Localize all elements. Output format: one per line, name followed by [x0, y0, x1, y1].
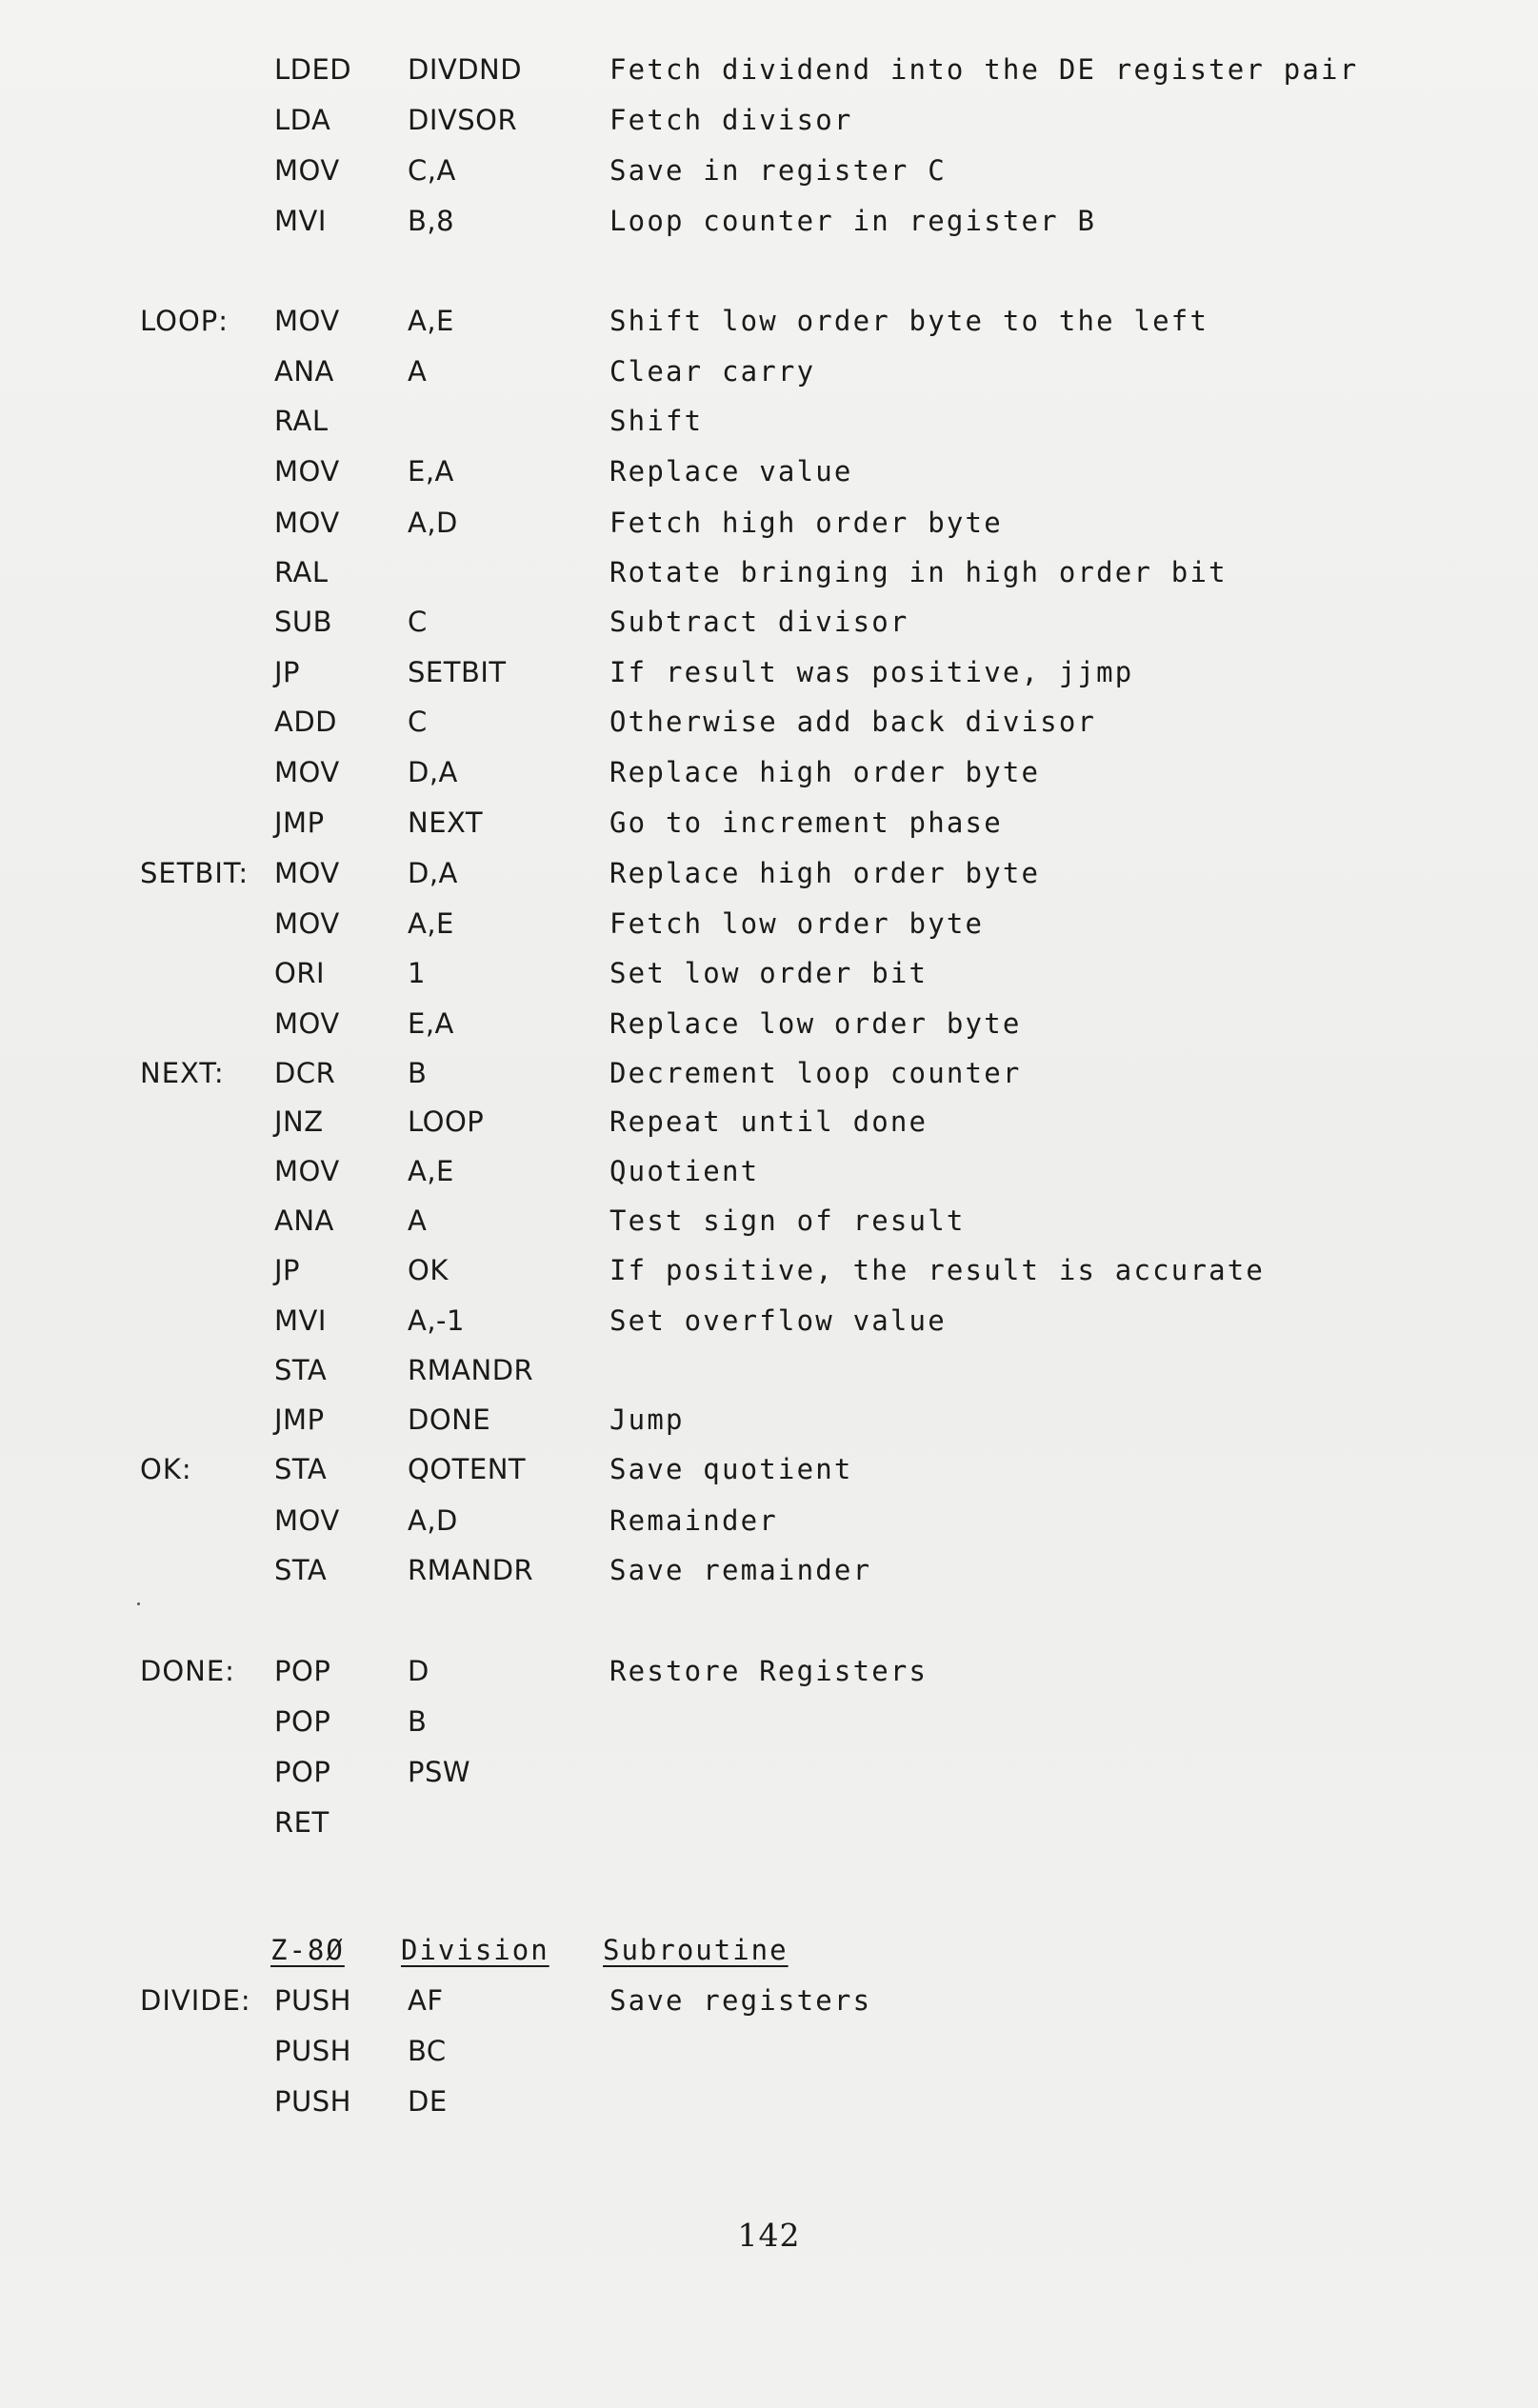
code-label: SETBIT:	[140, 857, 250, 889]
code-comment: Save in register C	[609, 154, 947, 187]
code-mnemonic: MOV	[274, 507, 340, 539]
code-line	[0, 1649, 1538, 1693]
code-line	[0, 801, 1538, 845]
code-operand: A,D	[408, 1504, 458, 1537]
code-operand: DIVDND	[408, 53, 523, 86]
code-operand: RMANDR	[408, 1554, 534, 1586]
code-line	[0, 1149, 1538, 1193]
code-line	[0, 98, 1538, 142]
code-mnemonic: DCR	[274, 1057, 336, 1089]
code-line	[0, 1051, 1538, 1095]
code-comment: Replace low order byte	[609, 1007, 1022, 1040]
code-operand: C,A	[408, 154, 456, 187]
code-operand: A,E	[408, 1155, 454, 1187]
code-mnemonic: MOV	[274, 857, 340, 889]
code-comment: Replace high order byte	[609, 756, 1041, 788]
code-comment: Shift	[609, 405, 704, 437]
code-line	[0, 2029, 1538, 2073]
z80-section-heading	[0, 1928, 1538, 1972]
code-line	[0, 951, 1538, 995]
code-line	[0, 1199, 1538, 1243]
heading-operation: Division	[401, 1934, 549, 1966]
code-comment: Save remainder	[609, 1554, 872, 1586]
code-operand: B	[408, 1057, 428, 1089]
code-mnemonic: PUSH	[274, 2035, 351, 2067]
code-label: DONE:	[140, 1655, 235, 1687]
code-mnemonic: LDED	[274, 53, 352, 86]
code-mnemonic: ANA	[274, 355, 334, 388]
code-operand: DIVSOR	[408, 104, 518, 136]
code-mnemonic: JMP	[274, 1403, 325, 1436]
code-mnemonic: RAL	[274, 556, 329, 588]
code-mnemonic: ANA	[274, 1204, 334, 1237]
paper-speck	[137, 1602, 140, 1605]
code-line	[0, 902, 1538, 945]
code-line	[0, 650, 1538, 694]
code-mnemonic: MOV	[274, 305, 340, 337]
code-line	[0, 501, 1538, 545]
code-operand: A,D	[408, 507, 458, 539]
heading-type: Subroutine	[603, 1934, 789, 1966]
code-comment: Save registers	[609, 1984, 872, 2017]
code-comment: Clear carry	[609, 355, 816, 388]
code-line	[0, 1979, 1538, 2022]
code-line	[0, 600, 1538, 644]
code-line	[0, 1100, 1538, 1144]
code-line	[0, 550, 1538, 594]
code-comment: Remainder	[609, 1504, 778, 1537]
code-line	[0, 1700, 1538, 1743]
code-comment: Replace value	[609, 455, 853, 488]
code-mnemonic: JNZ	[274, 1105, 324, 1138]
code-mnemonic: SUB	[274, 606, 333, 638]
code-mnemonic: MOV	[274, 756, 340, 788]
code-line	[0, 1398, 1538, 1442]
code-comment: Subtract divisor	[609, 606, 909, 638]
code-mnemonic: PUSH	[274, 2085, 351, 2118]
code-comment: Set low order bit	[609, 957, 929, 989]
code-comment: Go to increment phase	[609, 806, 1003, 839]
code-mnemonic: MOV	[274, 1155, 340, 1187]
code-comment: Jump	[609, 1403, 685, 1436]
code-line	[0, 449, 1538, 493]
code-comment: Set overflow value	[609, 1304, 947, 1337]
code-line	[0, 1002, 1538, 1045]
code-mnemonic: JMP	[274, 806, 325, 839]
code-label: DIVIDE:	[140, 1984, 251, 2017]
code-label: LOOP:	[140, 305, 230, 337]
code-mnemonic: MVI	[274, 205, 327, 237]
code-operand: A	[408, 1204, 428, 1237]
code-operand: C	[408, 706, 428, 738]
code-line	[0, 299, 1538, 343]
code-operand: 1	[408, 957, 426, 989]
page-number: 142	[737, 2217, 801, 2254]
code-comment: Save quotient	[609, 1453, 853, 1485]
code-comment: Test sign of result	[609, 1204, 966, 1237]
code-mnemonic: ADD	[274, 706, 337, 738]
code-line	[0, 750, 1538, 794]
code-operand: E,A	[408, 455, 454, 488]
code-mnemonic: STA	[274, 1354, 328, 1386]
code-operand: NEXT	[408, 806, 484, 839]
code-mnemonic: JP	[274, 1254, 301, 1286]
code-operand: B,8	[408, 205, 455, 237]
code-operand: QOTENT	[408, 1453, 527, 1485]
code-comment: Quotient	[609, 1155, 760, 1187]
heading-cpu: Z-8Ø	[270, 1934, 345, 1966]
code-operand: E,A	[408, 1007, 454, 1040]
code-operand: D,A	[408, 857, 458, 889]
code-line	[0, 2080, 1538, 2123]
code-operand: A,-1	[408, 1304, 465, 1337]
code-line	[0, 851, 1538, 895]
code-line	[0, 349, 1538, 393]
code-line	[0, 199, 1538, 243]
code-comment: Replace high order byte	[609, 857, 1041, 889]
code-operand: DE	[408, 2085, 448, 2118]
code-mnemonic: ORI	[274, 957, 326, 989]
code-mnemonic: PUSH	[274, 1984, 351, 2017]
code-operand: BC	[408, 2035, 447, 2067]
code-line	[0, 149, 1538, 192]
code-operand: D,A	[408, 756, 458, 788]
code-comment: Fetch high order byte	[609, 507, 1003, 539]
code-line	[0, 1299, 1538, 1343]
code-label: NEXT:	[140, 1057, 225, 1089]
code-operand: PSW	[408, 1756, 471, 1788]
code-line	[0, 1548, 1538, 1592]
code-line	[0, 1801, 1538, 1844]
code-label: OK:	[140, 1453, 192, 1485]
code-mnemonic: POP	[274, 1705, 331, 1738]
code-comment: Fetch dividend into the DE register pair	[609, 53, 1359, 86]
code-operand: A,E	[408, 907, 454, 940]
code-line	[0, 1447, 1538, 1491]
code-operand: A	[408, 355, 428, 388]
code-line	[0, 1248, 1538, 1292]
code-comment: If result was positive, jjmp	[609, 656, 1134, 688]
code-mnemonic: MOV	[274, 154, 340, 187]
code-mnemonic: MOV	[274, 1007, 340, 1040]
code-line	[0, 1750, 1538, 1794]
code-mnemonic: MOV	[274, 455, 340, 488]
code-operand: AF	[408, 1984, 444, 2017]
code-comment: Repeat until done	[609, 1105, 929, 1138]
code-comment: Decrement loop counter	[609, 1057, 1022, 1089]
code-line	[0, 1348, 1538, 1392]
code-mnemonic: JP	[274, 656, 301, 688]
code-line	[0, 1499, 1538, 1542]
code-operand: DONE	[408, 1403, 491, 1436]
code-operand: RMANDR	[408, 1354, 534, 1386]
code-line	[0, 399, 1538, 443]
code-operand: C	[408, 606, 428, 638]
code-line	[0, 48, 1538, 91]
code-mnemonic: POP	[274, 1756, 331, 1788]
code-comment: Loop counter in register B	[609, 205, 1097, 237]
code-comment: Otherwise add back divisor	[609, 706, 1097, 738]
code-comment: Fetch low order byte	[609, 907, 985, 940]
code-mnemonic: POP	[274, 1655, 331, 1687]
code-operand: A,E	[408, 305, 454, 337]
code-mnemonic: MOV	[274, 907, 340, 940]
code-operand: D	[408, 1655, 429, 1687]
code-comment: Shift low order byte to the left	[609, 305, 1209, 337]
code-line	[0, 700, 1538, 744]
code-comment: Restore Registers	[609, 1655, 929, 1687]
code-mnemonic: MVI	[274, 1304, 327, 1337]
code-operand: B	[408, 1705, 428, 1738]
code-mnemonic: RAL	[274, 405, 329, 437]
code-mnemonic: LDA	[274, 104, 331, 136]
code-comment: Fetch divisor	[609, 104, 853, 136]
code-mnemonic: RET	[274, 1806, 330, 1839]
code-mnemonic: STA	[274, 1453, 328, 1485]
code-operand: SETBIT	[408, 656, 507, 688]
code-operand: LOOP	[408, 1105, 485, 1138]
code-operand: OK	[408, 1254, 449, 1286]
code-mnemonic: STA	[274, 1554, 328, 1586]
code-comment: If positive, the result is accurate	[609, 1254, 1266, 1286]
code-comment: Rotate bringing in high order bit	[609, 556, 1228, 588]
code-mnemonic: MOV	[274, 1504, 340, 1537]
